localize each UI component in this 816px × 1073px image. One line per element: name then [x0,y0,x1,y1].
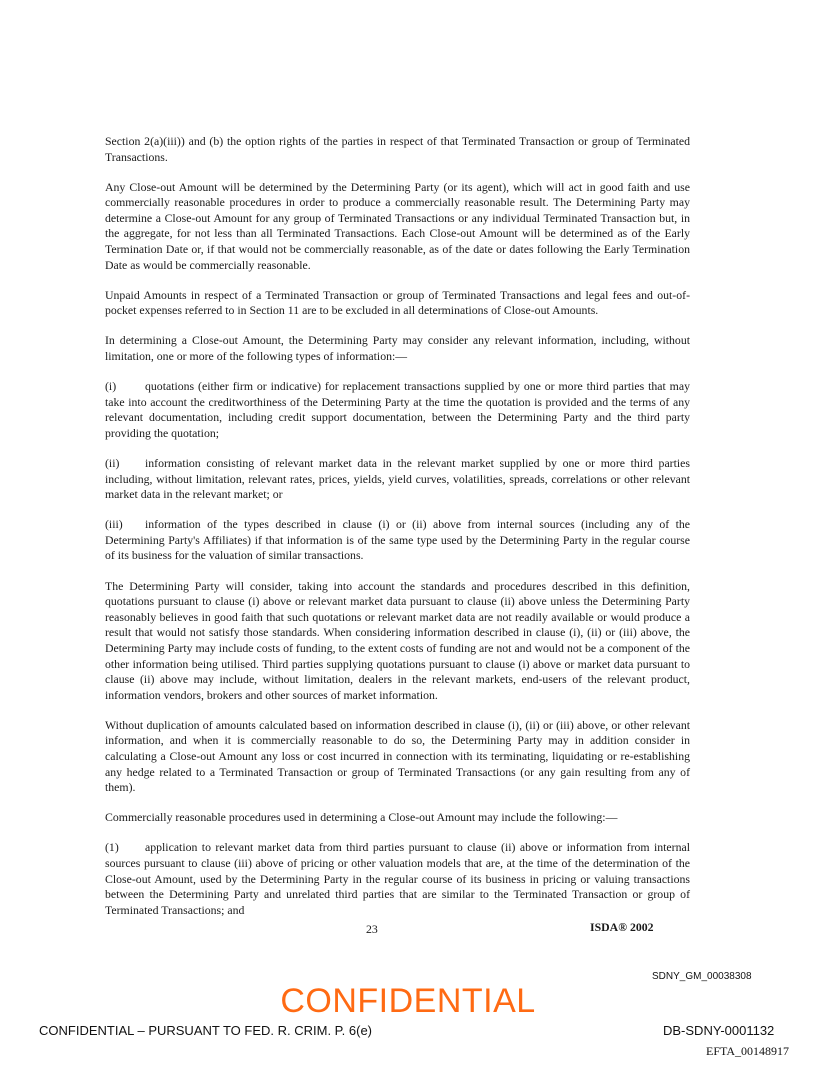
clause-number: (1) [105,840,119,855]
document-body [105,134,690,933]
clause-text: quotations (either firm or indicative) for replacement transactions supplied by one or more third parties that may take into account the creditworthiness of the Determining Party at the time the quotation is provided and the terms of any relevant documentation, including credit support documentation, between the Determining Party and the third party providing the quotation; [105,379,690,440]
paragraph: Unpaid Amounts in respect of a Terminated Transaction or group of Terminated Transactions and legal fees and out-of-pocket expenses referred to in Section 11 are to be excluded in all determinations of Close-out Amounts. [105,287,690,318]
isda-label: ISDA® 2002 [590,920,654,934]
clause-text: application to relevant market data from third parties pursuant to clause (ii) above or information from internal sources pursuant to clause (iii) above of pricing or other valuation models that are, at the time of the determination of the Close-out Amount, used by the Determining Party in the regular course of its business in pricing or valuing transactions between the Determining Party and unrelated third parties that are similar to the Terminated Transaction or group of Terminated Transactions; and [105,840,690,917]
page-number: 23 [366,922,378,936]
clause-number: (ii) [105,456,120,470]
clause-text: information consisting of relevant market data in the relevant market supplied by one or more third parties including, without limitation, relevant rates, prices, yields, yield curves, volatilities, spreads, correlations or other relevant market data in the relevant market; or [105,456,690,502]
clause-number: (iii) [105,517,123,532]
db-bates-number: DB-SDNY-0001132 [663,1023,775,1038]
paragraph: In determining a Close-out Amount, the Determining Party may consider any relevant information, including, without limitation, one or more of the following types of information:— [105,333,690,364]
clause-text: information of the types described in clause (i) or (ii) above from internal sources (including any of the Determining Party's Affiliates) if that information is of the same type used by the Determining Party in the regular course of its business for the valuation of similar transactions. [105,517,690,563]
clause-number: (i) [105,379,117,394]
paragraph: Commercially reasonable procedures used in determining a Close-out Amount may include the following:— [105,810,618,825]
paragraph: Without duplication of amounts calculated based on information described in clause (i), (ii) or (iii) above, or other relevant information, and when it is commercially reasonable to do so, the Determining Party may in addition consider in calculating a Close-out Amount any loss or cost incurred in connection with its terminating, liquidating or re-establishing any hedge related to a Terminated Transaction or group of Terminated Transactions (or any gain resulting from any of them). [105,717,690,795]
paragraph: Any Close-out Amount will be determined by the Determining Party (or its agent), which will act in good faith and use commercially reasonable procedures in order to produce a commercially reasonable result. The Determining Party may determine a Close-out Amount for any group of Terminated Transactions or any individual Terminated Transaction but, in the aggregate, for not less than all Terminated Transactions. Each Close-out Amount will be determined as of the Early Termination Date or, if that would not be commercially reasonable, as of the date or dates following the Early Termination Date as would be commercially reasonable. [105,179,690,272]
confidential-notice: CONFIDENTIAL – PURSUANT TO FED. R. CRIM. P. 6(e) [39,1023,373,1038]
bates-number: SDNY_GM_00038308 [652,971,752,982]
clause-item [105,456,690,503]
paragraph: Section 2(a)(iii)) and (b) the option rights of the parties in respect of that Terminated Transaction or group of Terminated Transactions. [105,134,690,164]
clause-item [105,517,690,564]
clause-item [105,840,690,918]
confidential-stamp: CONFIDENTIAL [280,982,536,1020]
efta-number: EFTA_00148917 [706,1044,790,1058]
paragraph: The Determining Party will consider, taking into account the standards and procedures described in this definition, quotations pursuant to clause (i) above or relevant market data pursuant to clause (ii) above unless the Determining Party reasonably believes in good faith that such quotations or relevant market data are not readily available or would produce a result that would not satisfy those standards. When considering information described in clause (i), (ii) or (iii) above, the Determining Party may include costs of funding, to the extent costs of funding are not and would not be a component of the other information being utilised. Third parties supplying quotations pursuant to clause (i) above or market data pursuant to clause (ii) above may include, without limitation, dealers in the relevant markets, end-users of the relevant product, information vendors, brokers and other sources of market information. [105,578,690,702]
clause-item [105,379,690,441]
